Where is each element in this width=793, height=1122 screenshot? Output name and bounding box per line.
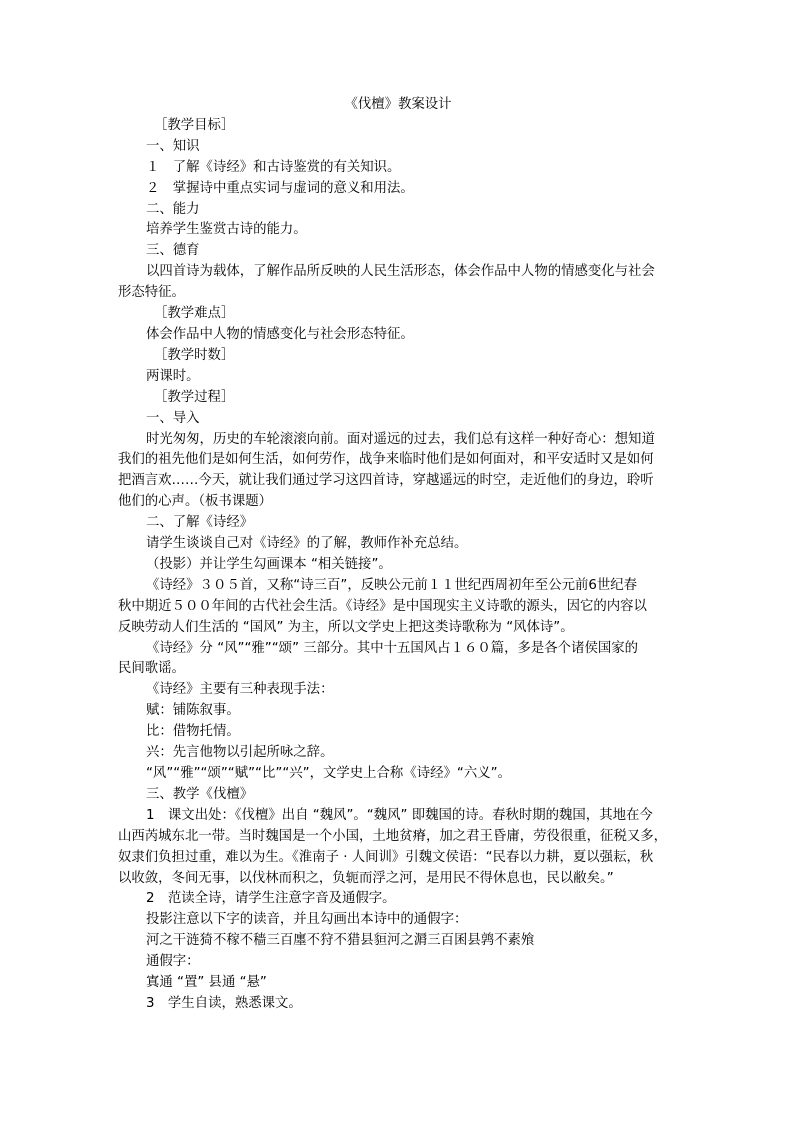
text-line: 兴：先言他物以引起所咏之辞。 bbox=[146, 745, 334, 761]
section-heading: ［教学时数］ bbox=[154, 347, 235, 363]
paragraph-line: 以四首诗为载体，了解作品所反映的人民生活形态，体会作品中人物的情感变化与社会 bbox=[146, 264, 655, 280]
section-heading: ［教学过程］ bbox=[154, 389, 235, 405]
text-line: 3 学生自读，熟悉课文。 bbox=[146, 995, 302, 1011]
subheading: 二、能力 bbox=[146, 201, 200, 217]
paragraph-line: 山西芮城东北一带。当时魏国是一个小国，土地贫瘠，加之君王昏庸，劳役很重，征税又多， bbox=[118, 828, 668, 844]
paragraph-line: 形态特征。 bbox=[118, 285, 185, 301]
document-title: 《伐檀》教案设计 bbox=[344, 97, 452, 112]
text-line: 《诗经》主要有三种表现手法： bbox=[146, 682, 334, 698]
text-line: 2 范读全诗，请学生注意字音及通假字。 bbox=[146, 891, 396, 907]
section-heading: ［教学目标］ bbox=[154, 117, 235, 133]
paragraph-line: 奴隶们负担过重，难以为生。《淮南子 · 人间训》引魏文侯语：“民春以力耕，夏以强耘，秋 bbox=[118, 849, 654, 865]
text-line: “风”“雅”“颂”“赋”“比”“兴”，文学史上合称《诗经》“六义”。 bbox=[146, 766, 511, 781]
text-line: 投影注意以下字的读音，并且勾画出本诗中的通假字： bbox=[146, 912, 468, 928]
text-line: 体会作品中人物的情感变化与社会形态特征。 bbox=[146, 326, 414, 342]
text-line: 比：借物托情。 bbox=[146, 724, 240, 740]
paragraph-line: 1 课文出处：《伐檀》出自 “魏风”。“魏风” 即魏国的诗。春秋时期的魏国，其地在今 bbox=[146, 807, 653, 823]
paragraph-line: 《诗经》分 “风”“雅”“颂” 三部分。其中十五国风占１６０篇，多是各个诸侯国家的 bbox=[146, 640, 639, 656]
paragraph-line: 民间歌谣。 bbox=[118, 661, 185, 677]
paragraph-line: 他们的心声。（板书课题） bbox=[118, 494, 272, 510]
paragraph-line: 以收敛，冬间无事，以伐林而积之，负轭而浮之河，是用民不得休息也，民以敝矣。” bbox=[118, 870, 614, 886]
section-heading: ［教学难点］ bbox=[154, 306, 235, 322]
text-line: 两课时。 bbox=[146, 368, 200, 384]
paragraph-line: 我们的祖先他们是如何生活，如何劳作，战争来临时他们是如何面对，和平安适时又是如何 bbox=[118, 452, 654, 468]
text-line: 赋：铺陈叙事。 bbox=[146, 703, 240, 719]
text-line: 培养学生鉴赏古诗的能力。 bbox=[146, 222, 307, 238]
subheading: 一、导入 bbox=[146, 410, 200, 426]
paragraph-line: 时光匆匆，历史的车轮滚滚向前。面对遥远的过去，我们总有这样一种好奇心：想知道 bbox=[146, 431, 655, 447]
text-line: 寘通 “置” 县通 “悬” bbox=[146, 975, 267, 991]
paragraph-line: 《诗经》３０５首，又称“诗三百”，反映公元前１１世纪西周初年至公元前6世纪春 bbox=[146, 577, 638, 593]
document-body bbox=[118, 95, 678, 1015]
text-line: 请学生谈谈自己对《诗经》的了解，教师作补充总结。 bbox=[146, 536, 468, 552]
text-line: ２ 掌握诗中重点实词与虚词的意义和用法。 bbox=[146, 180, 414, 196]
subheading: 一、知识 bbox=[146, 138, 200, 154]
paragraph-line: 秋中期近５００年间的古代社会生活。《诗经》是中国现实主义诗歌的源头，因它的内容以 bbox=[118, 598, 647, 614]
text-line: 河之干涟猗不稼不穑三百廛不狩不猎县貆河之漘三百囷县鹑不素飧 bbox=[146, 933, 535, 949]
subheading: 三、德育 bbox=[146, 243, 200, 259]
text-line: （投影）并让学生勾画课本 “相关链接”。 bbox=[146, 556, 392, 572]
text-line: １ 了解《诗经》和古诗鉴赏的有关知识。 bbox=[146, 159, 401, 175]
paragraph-line: 反映劳动人们生活的 “国风” 为主，所以文学史上把这类诗歌称为 “风体诗”。 bbox=[118, 619, 574, 635]
subheading: 三、教学《伐檀》 bbox=[146, 786, 254, 802]
paragraph-line: 把酒言欢……今天，就让我们通过学习这四首诗，穿越遥远的时空，走近他们的身边，聆听 bbox=[118, 473, 654, 489]
subheading: 二、了解《诗经》 bbox=[146, 515, 254, 531]
text-line: 通假字： bbox=[146, 954, 200, 970]
